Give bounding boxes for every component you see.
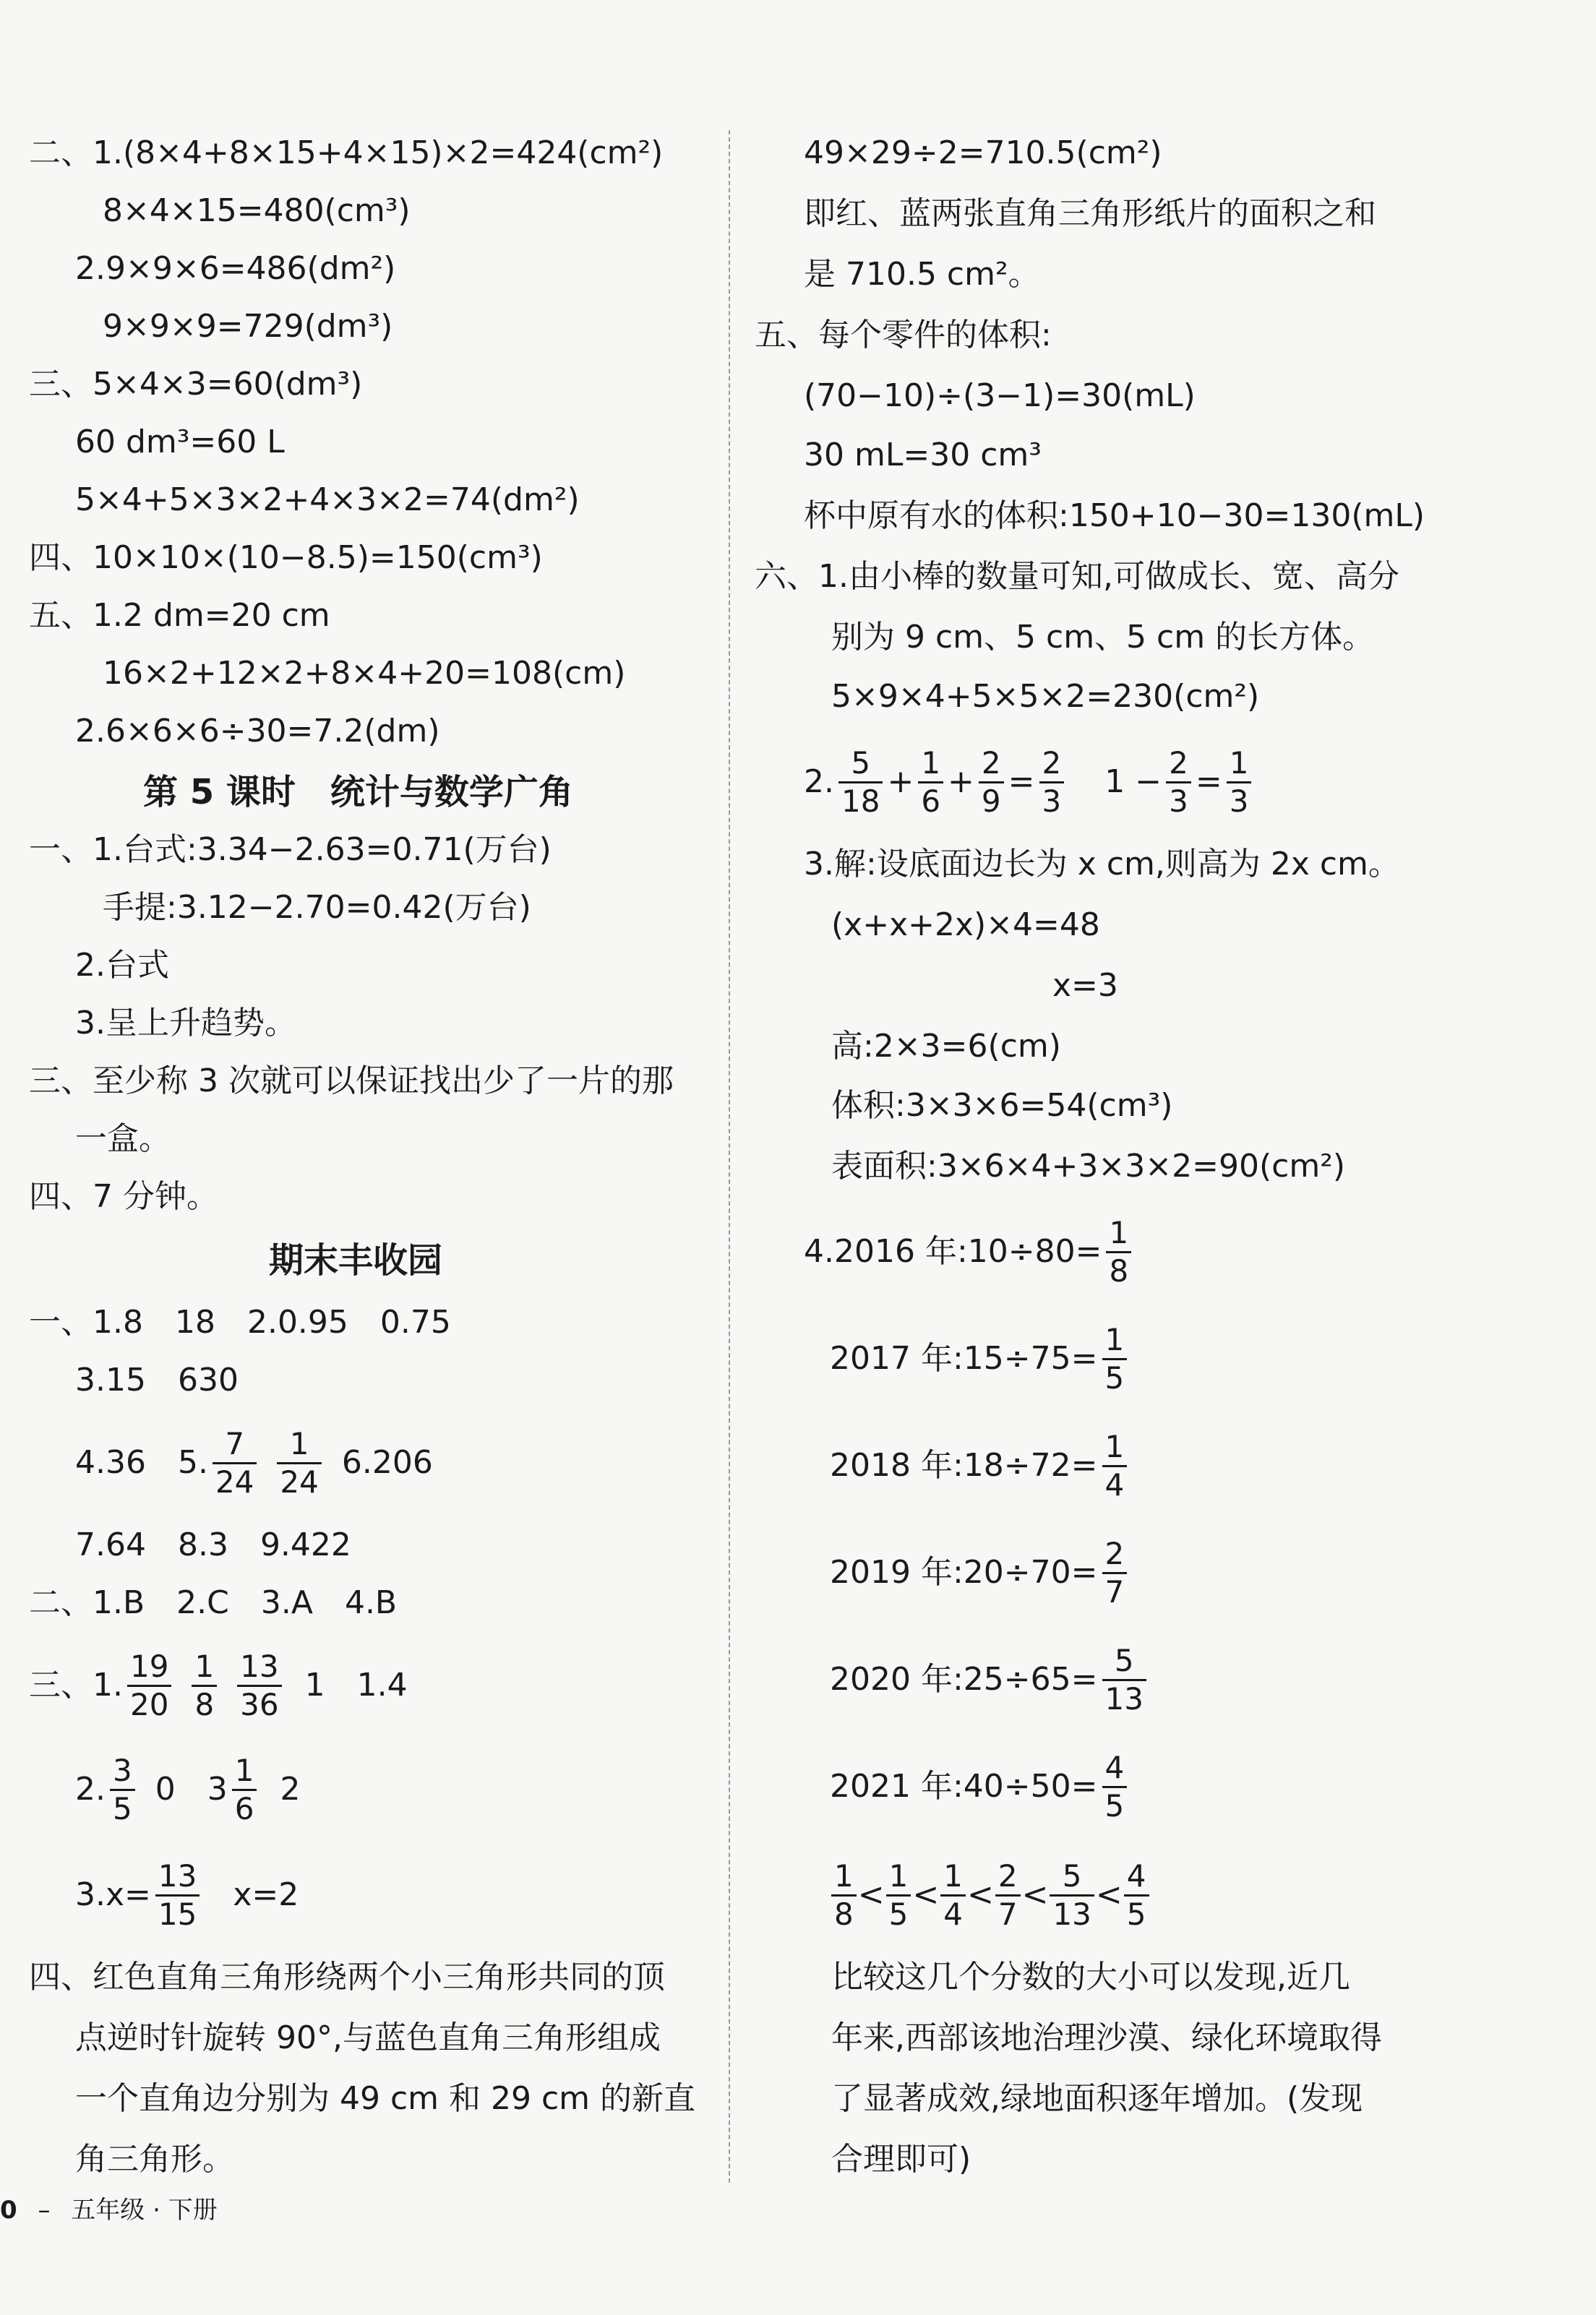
fraction-denominator: 4 bbox=[943, 1896, 963, 1932]
right-line-3: 是 710.5 cm²。 bbox=[804, 256, 1040, 293]
final-line-8-suffix: x=2 bbox=[233, 1876, 299, 1913]
fraction-numerator: 13 bbox=[155, 1858, 200, 1897]
equals-sign: = bbox=[1195, 763, 1222, 800]
equals-sign: = bbox=[1008, 763, 1035, 800]
right-q2 bbox=[804, 739, 1256, 825]
year-line bbox=[830, 1743, 1131, 1830]
left-line-11: 2.6×6×6÷30=7.2(dm) bbox=[75, 713, 440, 750]
final-line-1: 一、1.8 18 2.0.95 0.75 bbox=[29, 1304, 451, 1341]
final-line-7 bbox=[75, 1746, 300, 1833]
section-title-lesson5: 第 5 课时 统计与数学广角 bbox=[143, 772, 573, 812]
left-line-5: 三、5×4×3=60(dm³) bbox=[29, 366, 363, 403]
conclusion-line-4: 合理即可) bbox=[831, 2141, 971, 2178]
final-line-8 bbox=[75, 1852, 299, 1938]
fraction-numerator: 1 bbox=[886, 1858, 911, 1897]
fraction-denominator: 5 bbox=[112, 1790, 132, 1826]
plus-sign: + bbox=[887, 763, 914, 800]
year-text: 2021 年:40÷50= bbox=[830, 1768, 1098, 1805]
left-stat-7: 四、7 分钟。 bbox=[29, 1178, 218, 1215]
less-than-sign: < bbox=[857, 1876, 885, 1913]
final-line-7-suffix: 2 bbox=[280, 1771, 301, 1808]
final-line-5: 二、1.B 2.C 3.A 4.B bbox=[29, 1584, 398, 1621]
final-para-2: 点逆时针旋转 90°,与蓝色直角三角形组成 bbox=[75, 2019, 661, 2056]
fraction-denominator: 5 bbox=[1104, 1360, 1125, 1396]
left-stat-4: 3.呈上升趋势。 bbox=[75, 1005, 296, 1041]
plus-sign: + bbox=[948, 763, 974, 800]
section-title-final: 期末丰收园 bbox=[269, 1240, 443, 1281]
fraction-numerator: 5 bbox=[1102, 1643, 1146, 1681]
left-stat-6: 一盒。 bbox=[75, 1120, 171, 1157]
fraction-denominator: 3 bbox=[1229, 783, 1249, 819]
fraction bbox=[1102, 1322, 1128, 1396]
fraction-numerator: 3 bbox=[110, 1753, 135, 1791]
fraction-numerator: 7 bbox=[213, 1426, 257, 1464]
year-line bbox=[830, 1315, 1131, 1402]
fraction bbox=[1102, 1750, 1128, 1824]
fraction-denominator: 8 bbox=[1109, 1253, 1129, 1289]
final-para-1: 四、红色直角三角形绕两个小三角形共同的顶 bbox=[29, 1959, 665, 1996]
left-line-10: 16×2+12×2+8×4+20=108(cm) bbox=[103, 655, 626, 692]
fraction-numerator: 1 bbox=[1102, 1322, 1128, 1360]
fraction-numerator: 1 bbox=[1106, 1215, 1131, 1253]
left-line-4: 9×9×9=729(dm³) bbox=[103, 308, 393, 345]
fraction bbox=[838, 745, 883, 820]
fraction bbox=[995, 1858, 1021, 1933]
less-than-sign: < bbox=[1095, 1876, 1123, 1913]
right-line-10: 5×9×4+5×5×2=230(cm²) bbox=[831, 678, 1260, 715]
year-text: 2019 年:20÷70= bbox=[830, 1554, 1098, 1591]
right-line-9: 别为 9 cm、5 cm、5 cm 的长方体。 bbox=[831, 619, 1375, 656]
less-than-sign: < bbox=[1021, 1876, 1049, 1913]
left-line-7: 5×4+5×3×2+4×3×2=74(dm²) bbox=[75, 481, 580, 518]
fraction-numerator: 1 bbox=[831, 1858, 857, 1897]
fraction-denominator: 6 bbox=[234, 1790, 254, 1826]
final-line-6 bbox=[29, 1642, 408, 1729]
fraction bbox=[1102, 1643, 1146, 1717]
fraction-numerator: 1 bbox=[940, 1858, 966, 1897]
fraction-denominator: 7 bbox=[1104, 1573, 1125, 1610]
left-line-8: 四、10×10×(10−8.5)=150(cm³) bbox=[29, 539, 543, 576]
right-line-7: 杯中原有水的体积:150+10−30=130(mL) bbox=[804, 497, 1425, 534]
final-line-2: 3.15 630 bbox=[75, 1362, 239, 1399]
fraction-numerator: 1 bbox=[918, 745, 943, 783]
right-line-6: 30 mL=30 cm³ bbox=[804, 437, 1042, 473]
fraction-denominator: 13 bbox=[1052, 1896, 1091, 1932]
final-line-7-mid: 0 3 bbox=[155, 1771, 228, 1808]
q3-line-3: x=3 bbox=[1052, 967, 1118, 1004]
fraction-numerator: 4 bbox=[1102, 1750, 1128, 1788]
fraction-numerator: 2 bbox=[979, 745, 1004, 783]
less-than-sign: < bbox=[912, 1876, 940, 1913]
fraction-numerator: 1 bbox=[1227, 745, 1252, 783]
conclusion-line-1: 比较这几个分数的大小可以发现,近几 bbox=[831, 1959, 1350, 1996]
year-text: 2017 年:15÷75= bbox=[830, 1340, 1098, 1377]
fraction-numerator: 1 bbox=[1102, 1429, 1128, 1467]
fraction-denominator: 5 bbox=[888, 1896, 909, 1932]
left-line-1: 二、1.(8×4+8×15+4×15)×2=424(cm²) bbox=[29, 134, 664, 171]
fraction-denominator: 9 bbox=[981, 783, 1001, 819]
final-line-7-prefix: 2. bbox=[75, 1771, 106, 1808]
fraction-denominator: 5 bbox=[1126, 1896, 1146, 1932]
fraction-numerator: 1 bbox=[192, 1649, 217, 1687]
fraction bbox=[918, 745, 943, 820]
fraction-denominator: 6 bbox=[921, 783, 941, 819]
fraction bbox=[127, 1649, 171, 1723]
fraction bbox=[1039, 745, 1065, 820]
footer-dash: – bbox=[38, 2196, 51, 2225]
left-line-6: 60 dm³=60 L bbox=[75, 424, 285, 460]
year-line bbox=[830, 1529, 1131, 1616]
fraction-denominator: 24 bbox=[215, 1464, 254, 1500]
fraction bbox=[831, 1858, 857, 1933]
fraction-numerator: 1 bbox=[277, 1426, 321, 1464]
final-line-4: 7.64 8.3 9.422 bbox=[75, 1526, 351, 1563]
fraction-denominator: 4 bbox=[1104, 1466, 1125, 1503]
year-text: 2020 年:25÷65= bbox=[830, 1661, 1098, 1698]
final-para-4: 角三角形。 bbox=[75, 2141, 234, 2178]
fraction bbox=[979, 745, 1004, 820]
fraction-numerator: 4 bbox=[1124, 1858, 1149, 1897]
q2-mid: 1 − bbox=[1104, 763, 1162, 800]
fraction bbox=[277, 1426, 321, 1500]
fraction-numerator: 2 bbox=[1102, 1536, 1128, 1574]
left-stat-1: 一、1.台式:3.34−2.63=0.71(万台) bbox=[29, 831, 552, 868]
fraction bbox=[1124, 1858, 1149, 1933]
left-line-3: 2.9×9×6=486(dm²) bbox=[75, 250, 396, 287]
q3-line-2: (x+x+2x)×4=48 bbox=[831, 906, 1100, 943]
final-line-3-prefix: 4.36 5. bbox=[75, 1444, 208, 1481]
fraction-numerator: 2 bbox=[995, 1858, 1021, 1897]
left-line-2: 8×4×15=480(cm³) bbox=[103, 192, 411, 229]
final-line-8-prefix: 3.x= bbox=[75, 1876, 151, 1913]
conclusion-line-3: 了显著成效,绿地面积逐年增加。(发现 bbox=[831, 2080, 1363, 2117]
fraction-denominator: 8 bbox=[194, 1686, 215, 1722]
left-stat-2: 手提:3.12−2.70=0.42(万台) bbox=[103, 889, 531, 926]
page-footer bbox=[0, 2190, 218, 2225]
fraction-numerator: 13 bbox=[237, 1649, 281, 1687]
fraction-numerator: 1 bbox=[232, 1753, 257, 1791]
fraction-numerator: 5 bbox=[1050, 1858, 1094, 1897]
year-line bbox=[830, 1636, 1151, 1723]
fraction-numerator: 2 bbox=[1039, 745, 1065, 783]
fraction-numerator: 19 bbox=[127, 1649, 171, 1687]
fraction-denominator: 3 bbox=[1169, 783, 1188, 819]
fraction bbox=[1166, 745, 1191, 820]
right-line-8: 六、1.由小棒的数量可知,可做成长、宽、高分 bbox=[755, 558, 1399, 595]
year-text: 4.2016 年:10÷80= bbox=[804, 1233, 1102, 1270]
conclusion-line-2: 年来,西部该地治理沙漠、绿化环境取得 bbox=[831, 2019, 1382, 2056]
fraction-order bbox=[830, 1852, 1151, 1938]
column-divider bbox=[729, 130, 730, 2183]
q3-line-5: 体积:3×3×6=54(cm³) bbox=[831, 1087, 1173, 1124]
final-line-6-suffix: 1 1.4 bbox=[304, 1667, 408, 1704]
fraction-denominator: 8 bbox=[834, 1896, 854, 1932]
left-line-9: 五、1.2 dm=20 cm bbox=[29, 597, 330, 634]
final-line-3 bbox=[75, 1420, 433, 1506]
left-stat-5: 三、至少称 3 次就可以保证找出少了一片的那 bbox=[29, 1062, 674, 1099]
fraction-denominator: 3 bbox=[1042, 783, 1062, 819]
fraction bbox=[1102, 1536, 1128, 1610]
grade-label: 五年级 · 下册 bbox=[71, 2196, 218, 2225]
q3-line-6: 表面积:3×6×4+3×3×2=90(cm²) bbox=[831, 1148, 1346, 1185]
fraction bbox=[155, 1858, 200, 1933]
right-line-2: 即红、蓝两张直角三角形纸片的面积之和 bbox=[804, 195, 1376, 232]
fraction-denominator: 7 bbox=[998, 1896, 1018, 1932]
right-line-4: 五、每个零件的体积: bbox=[755, 317, 1052, 353]
final-line-3-suffix: 6.206 bbox=[341, 1444, 433, 1481]
less-than-sign: < bbox=[966, 1876, 994, 1913]
q2-prefix: 2. bbox=[804, 763, 834, 800]
fraction-numerator: 5 bbox=[838, 745, 883, 783]
fraction-denominator: 18 bbox=[841, 783, 880, 819]
left-stat-3: 2.台式 bbox=[75, 947, 169, 984]
page-number: 0 bbox=[0, 2196, 17, 2225]
fraction bbox=[237, 1649, 281, 1723]
fraction bbox=[886, 1858, 911, 1933]
fraction-denominator: 36 bbox=[240, 1686, 279, 1722]
final-para-3: 一个直角边分别为 49 cm 和 29 cm 的新直 bbox=[75, 2080, 695, 2117]
year-line bbox=[830, 1422, 1131, 1509]
year-text: 2018 年:18÷72= bbox=[830, 1447, 1098, 1484]
fraction-denominator: 20 bbox=[129, 1686, 169, 1722]
fraction bbox=[1106, 1215, 1131, 1289]
right-line-1: 49×29÷2=710.5(cm²) bbox=[804, 134, 1162, 171]
fraction-denominator: 24 bbox=[280, 1464, 319, 1500]
q3-line-4: 高:2×3=6(cm) bbox=[831, 1028, 1061, 1065]
fraction bbox=[192, 1649, 217, 1723]
fraction-denominator: 15 bbox=[158, 1896, 197, 1932]
final-line-6-prefix: 三、1. bbox=[29, 1667, 123, 1704]
fraction-numerator: 2 bbox=[1166, 745, 1191, 783]
fraction-denominator: 5 bbox=[1104, 1787, 1125, 1824]
fraction bbox=[213, 1426, 257, 1500]
fraction bbox=[1050, 1858, 1094, 1933]
fraction bbox=[940, 1858, 966, 1933]
fraction bbox=[1102, 1429, 1128, 1503]
fraction-denominator: 13 bbox=[1104, 1680, 1144, 1717]
fraction bbox=[110, 1753, 135, 1827]
q3-line-1: 3.解:设底面边长为 x cm,则高为 2x cm。 bbox=[804, 846, 1400, 882]
year-line bbox=[804, 1208, 1136, 1295]
fraction bbox=[232, 1753, 257, 1827]
fraction bbox=[1227, 745, 1252, 820]
right-line-5: (70−10)÷(3−1)=30(mL) bbox=[804, 377, 1196, 414]
